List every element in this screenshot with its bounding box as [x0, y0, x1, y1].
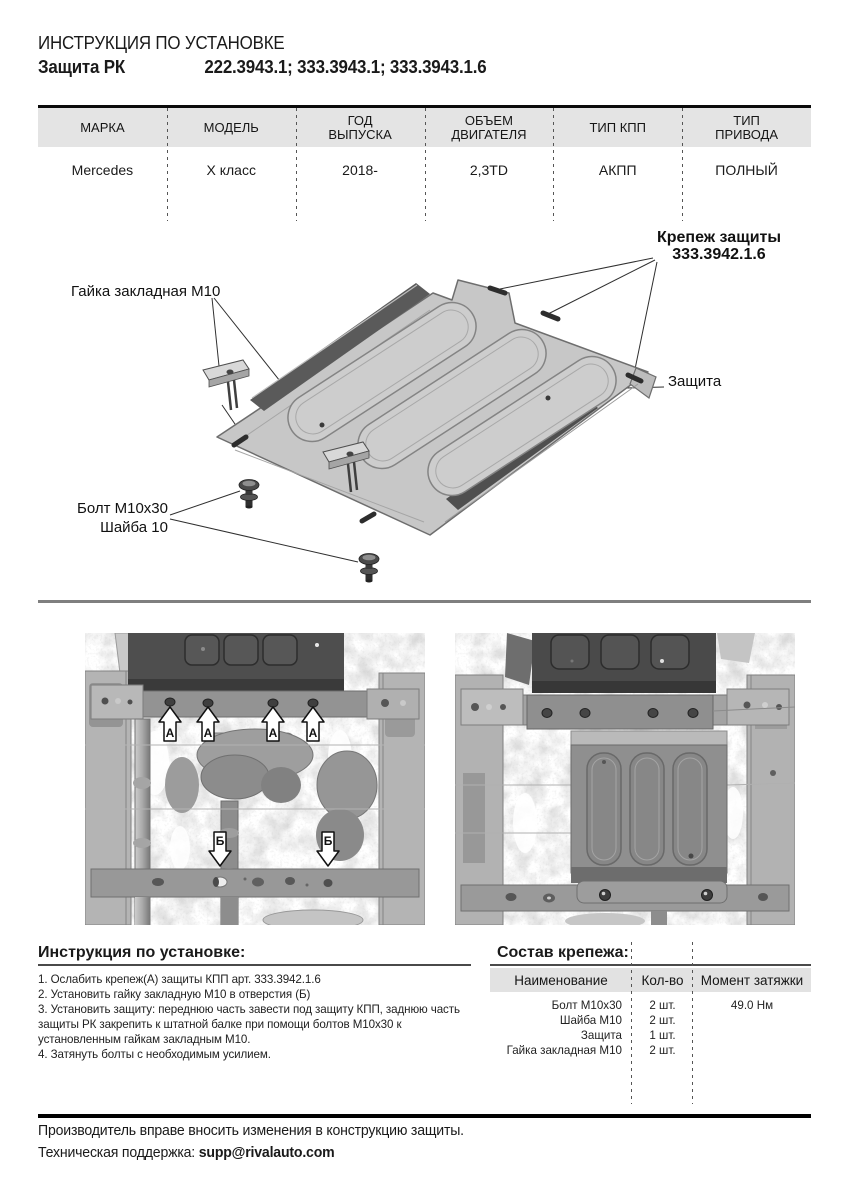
- parts-table-row: Защита 1 шт.: [580, 1029, 676, 1042]
- footer-rule: [38, 1114, 811, 1118]
- section-divider: [38, 600, 811, 603]
- col-header-marka: МАРКА: [80, 119, 125, 135]
- parts-table-row: Шайба М10 2 шт.: [559, 1014, 676, 1027]
- table-column-separator: [631, 942, 632, 1104]
- doc-subtitle: [38, 57, 486, 78]
- plate-label: Защита: [668, 373, 722, 390]
- cell-gearbox: АКПП: [598, 162, 637, 178]
- instructions-rule: [38, 964, 471, 966]
- parts-table-row: Гайка закладная М10 2 шт.: [506, 1044, 676, 1057]
- bolt-with-washer: [359, 554, 379, 583]
- parts-table-rule: [490, 964, 811, 966]
- photo-underbody-installed: [455, 633, 795, 925]
- bolt-washer-label: Болт М10х30 Шайба 10: [76, 500, 168, 536]
- cell-model: X класс: [206, 162, 256, 178]
- col-header-model: МОДЕЛЬ: [203, 119, 259, 135]
- table-column-separator: [692, 942, 693, 1104]
- cell-marka: Mercedes: [71, 162, 134, 178]
- svg-text:А: А: [268, 726, 278, 740]
- parts-table-rows: [490, 998, 811, 1058]
- table-column-separator: [425, 108, 426, 221]
- part-numbers: 222.3943.1; 333.3943.1; 333.3943.1.6: [204, 57, 487, 77]
- fasteners-kit-label: Крепеж защиты 333.3942.1.6: [656, 229, 782, 263]
- instructions-title: Инструкция по установке:: [38, 944, 246, 961]
- bolt-with-washer: [239, 480, 259, 509]
- parts-table-title: Состав крепежа:: [497, 944, 629, 961]
- svg-text:Б: Б: [215, 834, 225, 848]
- product-name: Защита РК: [38, 57, 126, 77]
- col-header-qty: Кол-во: [641, 972, 684, 988]
- table-column-separator: [296, 108, 297, 221]
- instruction-step: 4. Затянуть болты с необходимым усилием.: [38, 1048, 271, 1061]
- instruction-step: 2. Установить гайку закладную М10 в отверстия (Б): [38, 988, 311, 1001]
- col-header-torque: Момент затяжки: [700, 972, 804, 988]
- table-column-separator: [167, 108, 168, 221]
- parts-table-row: Болт М10х30 2 шт. 49.0 Нм: [551, 999, 774, 1012]
- col-header-name: Наименование: [514, 972, 608, 988]
- support-line: [38, 1144, 334, 1161]
- col-header-drive: ТИП ПРИВОДА: [715, 112, 779, 142]
- gearbox-protection-plate: [128, 633, 344, 691]
- instruction-step: 3. Установить защиту: переднюю часть завести под защиту КПП, заднюю часть защиты РК закрепить к штатной балке при помощи болтов М10х30 к установленным гайкам закладным М10.: [38, 1003, 460, 1046]
- col-header-engine: ОБЪЕМ ДВИГАТЕЛЯ: [451, 112, 527, 142]
- col-header-year: ГОД ВЫПУСКА: [328, 112, 392, 142]
- parts-table-header-row: [490, 968, 811, 992]
- cell-year: 2018-: [342, 162, 378, 178]
- cell-drive: ПОЛНЫЙ: [715, 162, 778, 178]
- svg-text:А: А: [308, 726, 318, 740]
- svg-text:А: А: [165, 726, 175, 740]
- support-email: supp@rivalauto.com: [198, 1144, 335, 1161]
- photo-underbody-before: [85, 633, 425, 925]
- support-label: Техническая поддержка:: [38, 1144, 199, 1161]
- svg-text:Б: Б: [323, 834, 333, 848]
- instruction-step: 1. Ослабить крепеж(А) защиты КПП арт. 333.3942.1.6: [38, 973, 321, 986]
- table-column-separator: [553, 108, 554, 221]
- vehicle-table: [38, 105, 811, 221]
- clamp-nut-label: Гайка закладная М10: [71, 283, 221, 300]
- manufacturer-note: Производитель вправе вносить изменения в конструкцию защиты.: [38, 1122, 464, 1139]
- svg-text:А: А: [203, 726, 213, 740]
- table-column-separator: [682, 108, 683, 221]
- doc-title: ИНСТРУКЦИЯ ПО УСТАНОВКЕ: [38, 33, 285, 53]
- cell-engine: 2,3TD: [469, 162, 508, 178]
- instructions-steps: [38, 972, 472, 1062]
- installed-rk-plate: [571, 731, 727, 903]
- skid-plate: [217, 280, 656, 535]
- gearbox-protection-plate: [532, 633, 716, 693]
- col-header-gearbox: ТИП КПП: [589, 119, 646, 135]
- clamp-nut-bracket: [203, 360, 249, 410]
